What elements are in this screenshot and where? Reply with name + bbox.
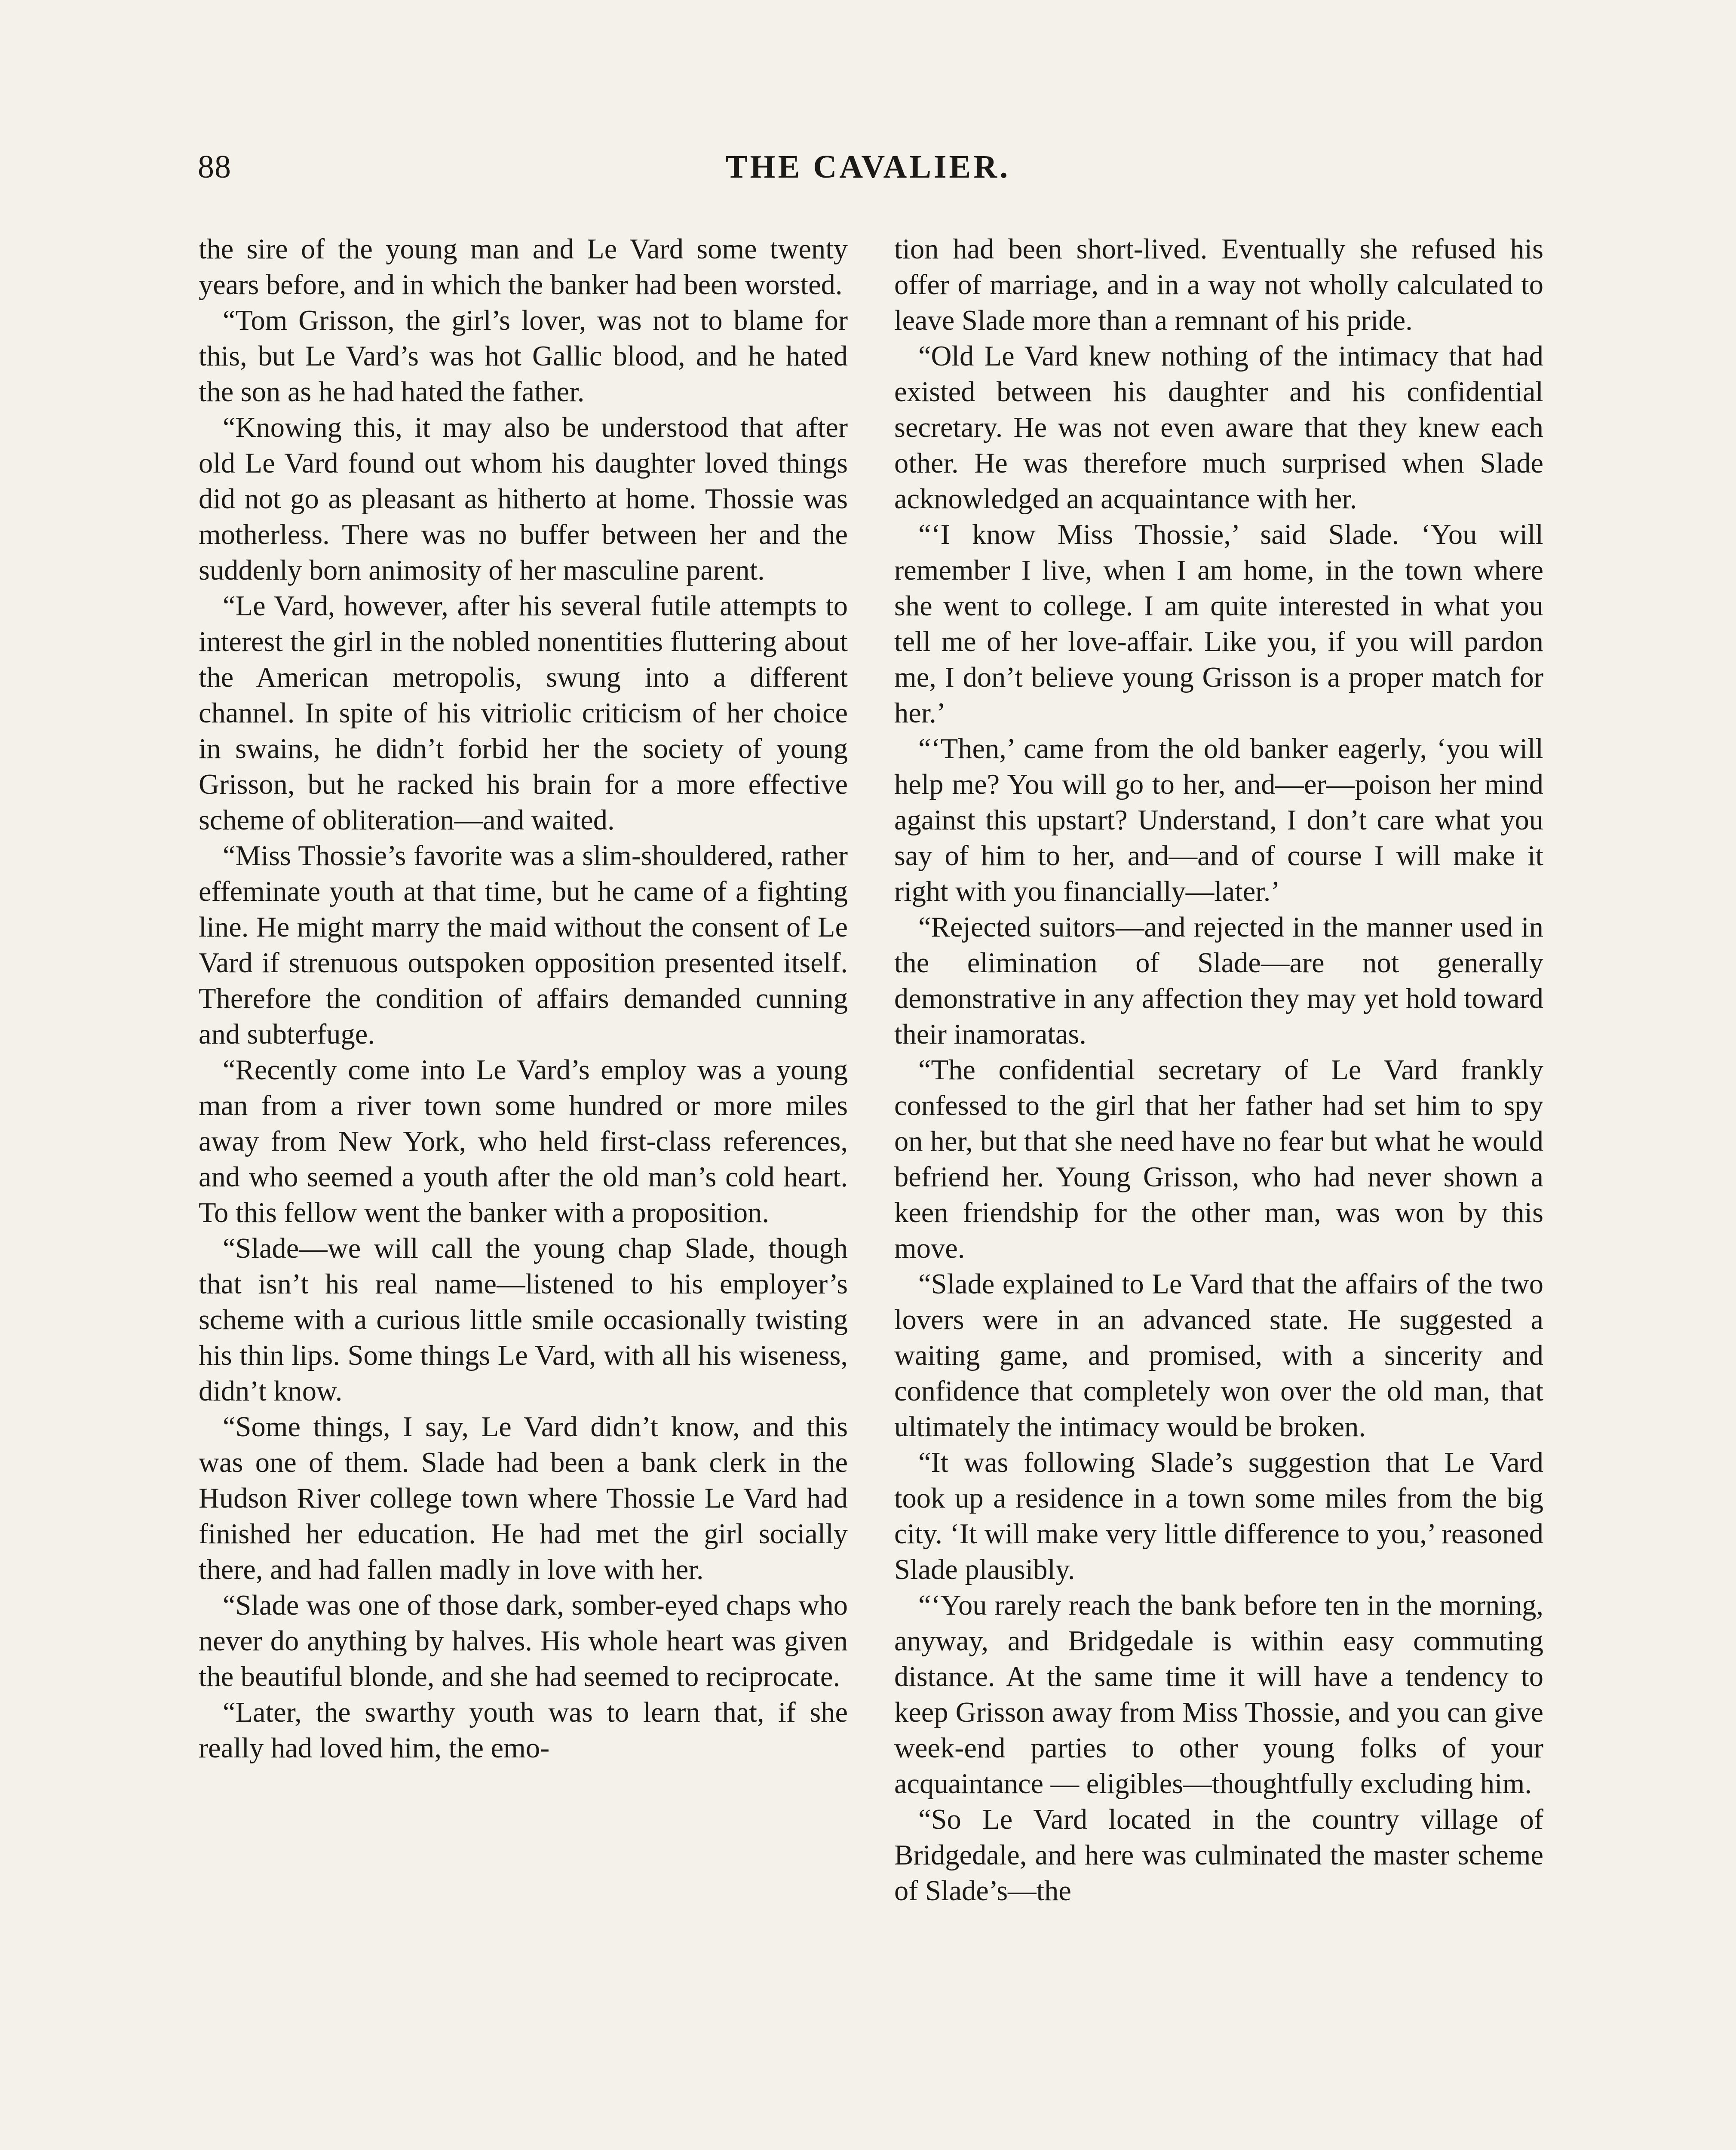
paragraph: “Miss Thossie’s favorite was a slim-shouldered, rather effeminate youth at that time, but he came of a fighting line. He might marry the maid without the consent of Le Vard if strenuous outspoken opposition presented itself. Therefore the condition of affairs demanded cunning and subterfuge. (199, 840, 848, 1050)
paragraph: “The confidential secretary of Le Vard frankly confessed to the girl that her father had set him to spy on her, but that she need have no fear but what he would befriend her. Young Grisson, who had never shown a keen friendship for the other man, was won by this move. (894, 1054, 1543, 1264)
running-head (198, 145, 1538, 188)
paragraph: “Slade explained to Le Vard that the affairs of the two lovers were in an advanced state. He suggested a waiting game, and promised, with a sincerity and confidence that completely won over the old man, that ultimately the intimacy would be broken. (894, 1268, 1543, 1443)
paragraph: “It was following Slade’s suggestion that Le Vard took up a residence in a town some miles from the big city. ‘It will make very little difference to you,’ reasoned Slade plausibly. (894, 1447, 1543, 1585)
paragraph: “‘Then,’ came from the old banker eagerly, ‘you will help me? You will go to her, and—er—poison her mind against this upstart? Understand, I don’t care what you say of him to her, and—and of course I will make it right with you financially—later.’ (894, 733, 1543, 907)
paragraph: “Some things, I say, Le Vard didn’t know, and this was one of them. Slade had been a bank clerk in the Hudson River college town where Thossie Le Vard had finished her education. He had met the girl socially there, and had fallen madly in love with her. (199, 1411, 848, 1585)
paragraph: “Recently come into Le Vard’s employ was a young man from a river town some hundred or more miles away from New York, who held first-class references, and who seemed a youth after the old man’s cold heart. To this fellow went the banker with a proposition. (199, 1054, 848, 1229)
paragraph: “‘I know Miss Thossie,’ said Slade. ‘You will remember I live, when I am home, in the town where she went to college. I am quite interested in what you tell me of her love-affair. Like you, if you will pardon me, I don’t believe young Grisson is a proper match for her.’ (894, 519, 1543, 729)
paragraph: the sire of the young man and Le Vard some twenty years before, and in which the banker had been worsted. (199, 233, 848, 301)
paragraph: “Later, the swarthy youth was to learn that, if she really had loved him, the emo- (199, 1697, 848, 1764)
paragraph: “Slade—we will call the young chap Slade, though that isn’t his real name—listened to his employer’s scheme with a curious little smile occasionally twisting his thin lips. Some things Le Vard, with all his wiseness, didn’t know. (199, 1233, 848, 1407)
paragraph: “Le Vard, however, after his several futile attempts to interest the girl in the nobled nonentities fluttering about the American metropolis, swung into a different channel. In spite of his vitriolic criticism of her choice in swains, he didn’t forbid her the society of young Grisson, but he racked his brain for a more effective scheme of obliteration—and waited. (199, 590, 848, 836)
paragraph: “Tom Grisson, the girl’s lover, was not to blame for this, but Le Vard’s was hot Gallic blood, and he hated the son as he had hated the father. (199, 305, 848, 408)
right-column (894, 231, 1543, 2150)
paragraph: “‘You rarely reach the bank before ten in the morning, anyway, and Bridgedale is within easy commuting distance. At the same time it will have a tendency to keep Grisson away from Miss Thossie, and you can give week-end parties to other young folks of your acquaintance — eligibles—thoughtfully excluding him. (894, 1590, 1543, 1800)
paragraph: “So Le Vard located in the country village of Bridgedale, and here was culminated the master scheme of Slade’s—the (894, 1804, 1543, 1907)
left-column (199, 231, 848, 2150)
paragraph: “Rejected suitors—and rejected in the manner used in the elimination of Slade—are not generally demonstrative in any affection they may yet hold toward their inamoratas. (894, 912, 1543, 1050)
paragraph: “Knowing this, it may also be understood that after old Le Vard found out whom his daughter loved things did not go as pleasant as hitherto at home. Thossie was motherless. There was no buffer between her and the suddenly born animosity of her masculine parent. (199, 412, 848, 586)
magazine-title: THE CAVALIER. (725, 149, 1011, 185)
paragraph: tion had been short-lived. Eventually she refused his offer of marriage, and in a way not wholly calculated to leave Slade more than a remnant of his pride. (894, 233, 1543, 336)
paragraph: “Slade was one of those dark, somber-eyed chaps who never do anything by halves. His whole heart was given the beautiful blonde, and she had seemed to reciprocate. (199, 1590, 848, 1692)
page-number: 88 (198, 149, 231, 185)
paragraph: “Old Le Vard knew nothing of the intimacy that had existed between his daughter and his confidential secretary. He was not even aware that they knew each other. He was therefore much surprised when Slade acknowledged an acquaintance with her. (894, 341, 1543, 515)
